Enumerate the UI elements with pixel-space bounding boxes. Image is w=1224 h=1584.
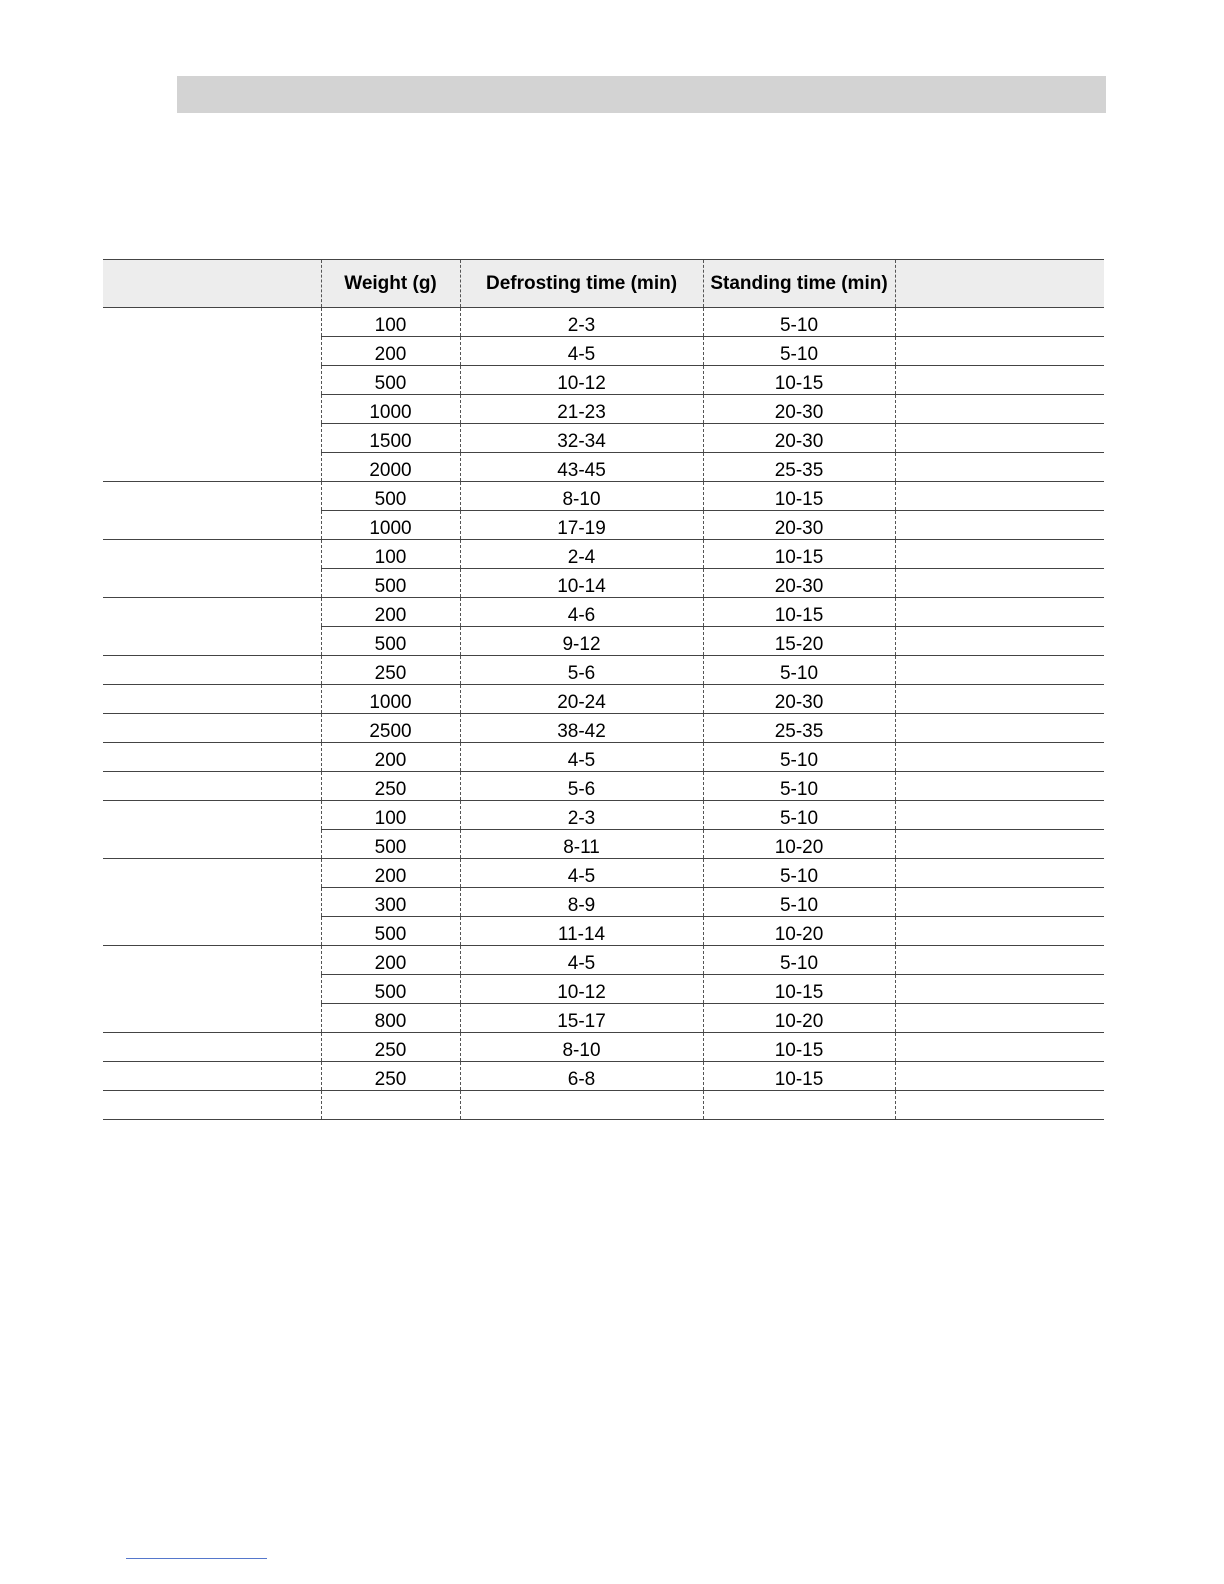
table-row bbox=[103, 975, 1104, 1004]
cell-standing-time: 20-30 bbox=[703, 424, 895, 453]
cell-defrosting-time: 43-45 bbox=[460, 453, 703, 482]
table-row bbox=[103, 888, 1104, 917]
table-row bbox=[103, 656, 1104, 685]
cell-notes bbox=[895, 511, 1104, 540]
cell-food bbox=[103, 1091, 321, 1120]
cell-defrosting-time: 8-11 bbox=[460, 830, 703, 859]
cell-food bbox=[103, 308, 321, 337]
cell-notes bbox=[895, 482, 1104, 511]
cell-standing-time: 10-15 bbox=[703, 482, 895, 511]
header-defrosting-time: Defrosting time (min) bbox=[460, 260, 703, 308]
cell-food bbox=[103, 772, 321, 801]
table-row bbox=[103, 482, 1104, 511]
cell-notes bbox=[895, 888, 1104, 917]
cell-food bbox=[103, 801, 321, 830]
table-row bbox=[103, 801, 1104, 830]
cell-notes bbox=[895, 917, 1104, 946]
table-row bbox=[103, 1004, 1104, 1033]
cell-food bbox=[103, 482, 321, 511]
cell-defrosting-time: 17-19 bbox=[460, 511, 703, 540]
table-row bbox=[103, 714, 1104, 743]
cell-standing-time: 5-10 bbox=[703, 743, 895, 772]
cell-defrosting-time: 4-5 bbox=[460, 859, 703, 888]
table-row bbox=[103, 511, 1104, 540]
cell-defrosting-time: 4-6 bbox=[460, 598, 703, 627]
cell-notes bbox=[895, 946, 1104, 975]
cell-weight bbox=[321, 1091, 460, 1120]
cell-food bbox=[103, 337, 321, 366]
cell-defrosting-time: 15-17 bbox=[460, 1004, 703, 1033]
cell-food bbox=[103, 540, 321, 569]
cell-standing-time: 20-30 bbox=[703, 569, 895, 598]
cell-defrosting-time: 2-4 bbox=[460, 540, 703, 569]
cell-standing-time: 10-15 bbox=[703, 975, 895, 1004]
header-standing-time: Standing time (min) bbox=[703, 260, 895, 308]
table-row bbox=[103, 743, 1104, 772]
cell-weight: 500 bbox=[321, 627, 460, 656]
cell-weight: 1500 bbox=[321, 424, 460, 453]
cell-defrosting-time: 10-12 bbox=[460, 366, 703, 395]
header-weight: Weight (g) bbox=[321, 260, 460, 308]
cell-standing-time: 10-15 bbox=[703, 366, 895, 395]
cell-weight: 1000 bbox=[321, 685, 460, 714]
section-title-bar bbox=[177, 76, 1106, 113]
cell-weight: 200 bbox=[321, 337, 460, 366]
cell-notes bbox=[895, 1091, 1104, 1120]
cell-weight: 100 bbox=[321, 308, 460, 337]
cell-notes bbox=[895, 453, 1104, 482]
cell-notes bbox=[895, 308, 1104, 337]
cell-standing-time: 10-20 bbox=[703, 917, 895, 946]
cell-defrosting-time: 11-14 bbox=[460, 917, 703, 946]
cell-standing-time: 25-35 bbox=[703, 453, 895, 482]
cell-defrosting-time: 4-5 bbox=[460, 743, 703, 772]
cell-defrosting-time: 10-14 bbox=[460, 569, 703, 598]
cell-food bbox=[103, 888, 321, 917]
cell-notes bbox=[895, 830, 1104, 859]
table-row bbox=[103, 569, 1104, 598]
cell-notes bbox=[895, 424, 1104, 453]
cell-food bbox=[103, 453, 321, 482]
cell-weight: 2000 bbox=[321, 453, 460, 482]
cell-notes bbox=[895, 395, 1104, 424]
cell-weight: 500 bbox=[321, 975, 460, 1004]
cell-defrosting-time: 32-34 bbox=[460, 424, 703, 453]
cell-standing-time: 5-10 bbox=[703, 888, 895, 917]
cell-standing-time: 5-10 bbox=[703, 946, 895, 975]
cell-food bbox=[103, 424, 321, 453]
cell-standing-time: 5-10 bbox=[703, 801, 895, 830]
cell-notes bbox=[895, 656, 1104, 685]
cell-notes bbox=[895, 801, 1104, 830]
header-notes bbox=[895, 260, 1104, 308]
cell-defrosting-time: 6-8 bbox=[460, 1062, 703, 1091]
table-row bbox=[103, 830, 1104, 859]
table-row bbox=[103, 598, 1104, 627]
cell-defrosting-time: 8-10 bbox=[460, 1033, 703, 1062]
table-row bbox=[103, 772, 1104, 801]
cell-food bbox=[103, 859, 321, 888]
cell-food bbox=[103, 830, 321, 859]
cell-notes bbox=[895, 714, 1104, 743]
cell-defrosting-time: 4-5 bbox=[460, 337, 703, 366]
cell-standing-time: 25-35 bbox=[703, 714, 895, 743]
cell-food bbox=[103, 1062, 321, 1091]
cell-weight: 250 bbox=[321, 1033, 460, 1062]
header-food bbox=[103, 260, 321, 308]
cell-weight: 800 bbox=[321, 1004, 460, 1033]
cell-weight: 200 bbox=[321, 859, 460, 888]
cell-standing-time: 10-20 bbox=[703, 830, 895, 859]
cell-standing-time: 20-30 bbox=[703, 511, 895, 540]
table-row bbox=[103, 424, 1104, 453]
table-row bbox=[103, 859, 1104, 888]
cell-defrosting-time: 8-9 bbox=[460, 888, 703, 917]
table-row bbox=[103, 1062, 1104, 1091]
cell-food bbox=[103, 685, 321, 714]
cell-food bbox=[103, 975, 321, 1004]
cell-weight: 300 bbox=[321, 888, 460, 917]
cell-weight: 1000 bbox=[321, 395, 460, 424]
cell-standing-time: 5-10 bbox=[703, 772, 895, 801]
cell-food bbox=[103, 917, 321, 946]
cell-standing-time: 20-30 bbox=[703, 685, 895, 714]
cell-defrosting-time: 38-42 bbox=[460, 714, 703, 743]
table-row bbox=[103, 1033, 1104, 1062]
table-row bbox=[103, 308, 1104, 337]
cell-notes bbox=[895, 627, 1104, 656]
cell-standing-time: 5-10 bbox=[703, 337, 895, 366]
cell-weight: 250 bbox=[321, 656, 460, 685]
cell-weight: 500 bbox=[321, 830, 460, 859]
cell-food bbox=[103, 714, 321, 743]
cell-weight: 200 bbox=[321, 946, 460, 975]
cell-standing-time: 10-15 bbox=[703, 540, 895, 569]
cell-notes bbox=[895, 569, 1104, 598]
cell-defrosting-time: 2-3 bbox=[460, 801, 703, 830]
cell-food bbox=[103, 656, 321, 685]
table-row bbox=[103, 685, 1104, 714]
cell-food bbox=[103, 598, 321, 627]
cell-notes bbox=[895, 743, 1104, 772]
cell-weight: 500 bbox=[321, 482, 460, 511]
cell-defrosting-time: 4-5 bbox=[460, 946, 703, 975]
cell-food bbox=[103, 743, 321, 772]
cell-notes bbox=[895, 1062, 1104, 1091]
cell-standing-time: 15-20 bbox=[703, 627, 895, 656]
cell-weight: 250 bbox=[321, 1062, 460, 1091]
cell-defrosting-time: 5-6 bbox=[460, 772, 703, 801]
table-row bbox=[103, 917, 1104, 946]
table-row bbox=[103, 453, 1104, 482]
cell-weight: 100 bbox=[321, 540, 460, 569]
table-body bbox=[103, 308, 1104, 1120]
cell-standing-time: 10-20 bbox=[703, 1004, 895, 1033]
table-row bbox=[103, 395, 1104, 424]
cell-food bbox=[103, 366, 321, 395]
cell-weight: 100 bbox=[321, 801, 460, 830]
cell-notes bbox=[895, 337, 1104, 366]
cell-standing-time: 5-10 bbox=[703, 308, 895, 337]
cell-notes bbox=[895, 1033, 1104, 1062]
cell-weight: 250 bbox=[321, 772, 460, 801]
cell-weight: 500 bbox=[321, 366, 460, 395]
cell-defrosting-time: 5-6 bbox=[460, 656, 703, 685]
cell-defrosting-time: 21-23 bbox=[460, 395, 703, 424]
cell-food bbox=[103, 946, 321, 975]
cell-food bbox=[103, 511, 321, 540]
cell-standing-time: 20-30 bbox=[703, 395, 895, 424]
cell-defrosting-time: 10-12 bbox=[460, 975, 703, 1004]
cell-weight: 1000 bbox=[321, 511, 460, 540]
cell-weight: 200 bbox=[321, 598, 460, 627]
cell-defrosting-time: 2-3 bbox=[460, 308, 703, 337]
cell-standing-time: 5-10 bbox=[703, 859, 895, 888]
cell-weight: 200 bbox=[321, 743, 460, 772]
cell-food bbox=[103, 569, 321, 598]
cell-notes bbox=[895, 975, 1104, 1004]
table-row bbox=[103, 337, 1104, 366]
cell-weight: 500 bbox=[321, 917, 460, 946]
cell-food bbox=[103, 1004, 321, 1033]
cell-notes bbox=[895, 685, 1104, 714]
cell-weight: 500 bbox=[321, 569, 460, 598]
cell-standing-time: 5-10 bbox=[703, 656, 895, 685]
cell-defrosting-time bbox=[460, 1091, 703, 1120]
table-row bbox=[103, 627, 1104, 656]
cell-notes bbox=[895, 598, 1104, 627]
cell-notes bbox=[895, 859, 1104, 888]
defrosting-table bbox=[103, 259, 1104, 1120]
cell-food bbox=[103, 395, 321, 424]
cell-defrosting-time: 8-10 bbox=[460, 482, 703, 511]
cell-standing-time bbox=[703, 1091, 895, 1120]
cell-notes bbox=[895, 1004, 1104, 1033]
cell-food bbox=[103, 1033, 321, 1062]
table-row bbox=[103, 366, 1104, 395]
cell-weight: 2500 bbox=[321, 714, 460, 743]
cell-notes bbox=[895, 540, 1104, 569]
cell-standing-time: 10-15 bbox=[703, 1062, 895, 1091]
cell-standing-time: 10-15 bbox=[703, 1033, 895, 1062]
table-row bbox=[103, 1091, 1104, 1120]
cell-standing-time: 10-15 bbox=[703, 598, 895, 627]
cell-defrosting-time: 9-12 bbox=[460, 627, 703, 656]
table-row bbox=[103, 540, 1104, 569]
table-header bbox=[103, 260, 1104, 308]
table-row bbox=[103, 946, 1104, 975]
cell-defrosting-time: 20-24 bbox=[460, 685, 703, 714]
cell-notes bbox=[895, 772, 1104, 801]
footer-link-underline bbox=[126, 1558, 267, 1559]
cell-notes bbox=[895, 366, 1104, 395]
cell-food bbox=[103, 627, 321, 656]
